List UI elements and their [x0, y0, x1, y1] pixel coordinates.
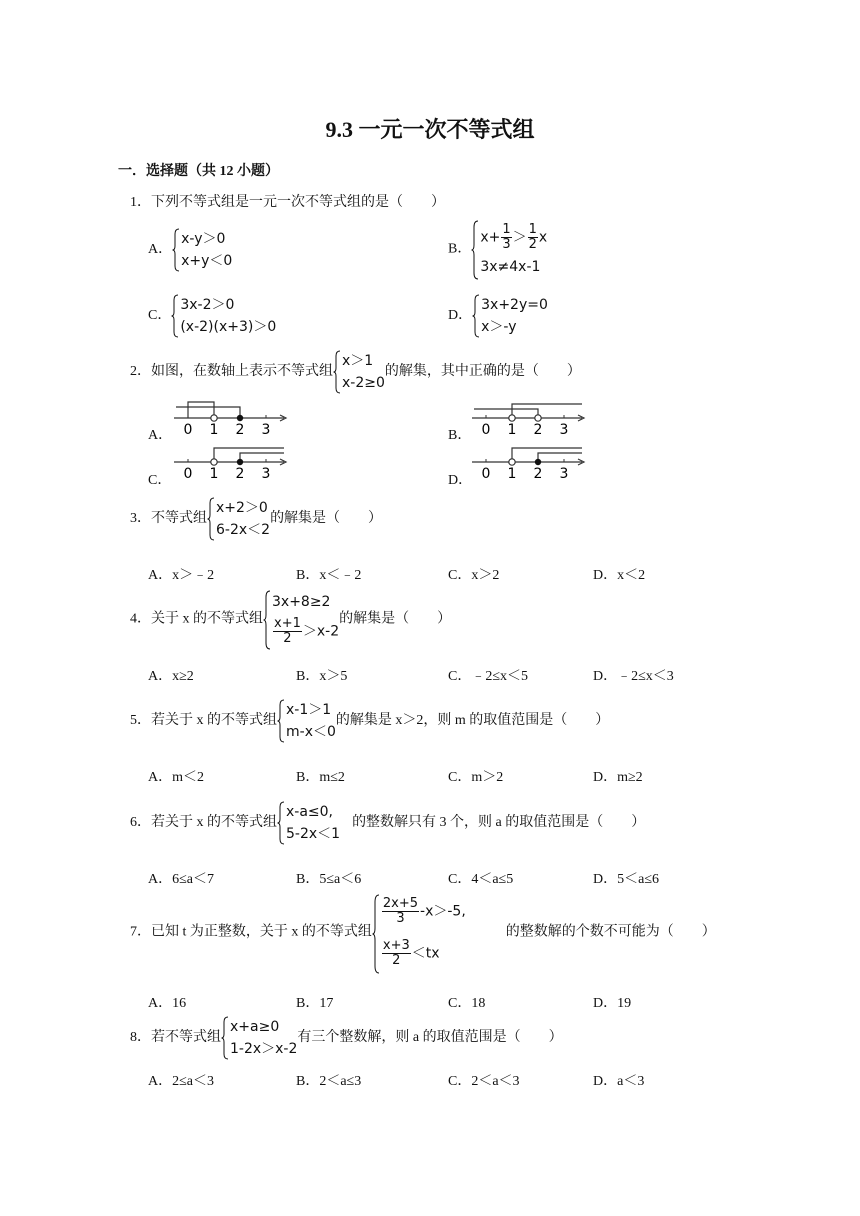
tick-label: 0: [481, 422, 491, 438]
system-line: x+a≥0: [230, 1019, 280, 1035]
tick-label: 2: [533, 466, 543, 482]
q4-option-b[interactable]: B．x＞5: [296, 669, 348, 684]
system-line: x＞-y: [481, 319, 517, 335]
q1-option-b[interactable]: [448, 220, 547, 279]
option-label: C．: [148, 308, 172, 324]
brace-icon: [277, 801, 285, 845]
q6-option-d[interactable]: D．5＜a≤6: [593, 872, 660, 887]
tick-label: 3: [559, 466, 569, 482]
q3-option-a[interactable]: A．x＞﹣2: [148, 568, 215, 583]
tick-label: 2: [235, 466, 245, 482]
inequality-system: [263, 590, 339, 649]
question-text: 的解集是（ ）: [339, 611, 452, 627]
expr-text: -x＞-5,: [420, 903, 466, 920]
fraction: $\frac{1}{3}$: [502, 222, 511, 252]
fraction: $\frac{1}{2}$: [528, 222, 537, 252]
q2-option-c-numberline[interactable]: [172, 442, 290, 482]
q6-option-a[interactable]: A．6≤a＜7: [148, 872, 215, 887]
question-text: 5．若关于 x 的不等式组: [130, 713, 277, 729]
brace-icon: [207, 497, 215, 541]
page-title: 9.3 一元一次不等式组: [325, 117, 535, 142]
q1-option-a[interactable]: [148, 228, 232, 272]
q1-option-c[interactable]: [148, 294, 276, 338]
q6-option-c[interactable]: C．4＜a≤5: [448, 872, 514, 887]
inequality-system: [471, 220, 547, 279]
q2-option-a-label[interactable]: A．: [148, 428, 173, 443]
q6-option-b[interactable]: B．5≤a＜6: [296, 872, 362, 887]
q1-option-d[interactable]: [448, 294, 548, 338]
question-text: 的解集是 x＞2，则 m 的取值范围是（ ）: [335, 713, 610, 729]
system-line: 3x+8≥2: [272, 594, 331, 610]
system-line: 3x+2y=0: [481, 297, 548, 313]
system-line: x+y＜0: [181, 253, 233, 269]
question-text: 3．不等式组: [130, 511, 207, 527]
question-8: [130, 1016, 563, 1060]
inequality-system: [333, 350, 385, 394]
question-text: 的整数解的个数不可能为（ ）: [505, 924, 716, 940]
tick-label: 0: [481, 466, 491, 482]
question-6: [130, 801, 645, 845]
q4-option-c[interactable]: C．﹣2≤x＜5: [448, 669, 529, 684]
question-text: 7．已知 t 为正整数，关于 x 的不等式组: [130, 924, 372, 940]
question-text: 有三个整数解，则 a 的取值范围是（ ）: [297, 1030, 563, 1046]
system-line: x-a≤0,: [286, 804, 334, 820]
system-line: 3x≠4x-1: [480, 259, 541, 275]
brace-icon: [472, 294, 480, 338]
question-5: [130, 699, 609, 743]
q8-option-b[interactable]: B．2＜a≤3: [296, 1074, 362, 1089]
question-text: 4．关于 x 的不等式组: [130, 611, 263, 627]
tick-label: 3: [261, 422, 271, 438]
tick-label: 3: [261, 466, 271, 482]
q5-option-b[interactable]: B．m≤2: [296, 770, 345, 785]
question-text: 6．若关于 x 的不等式组: [130, 815, 277, 831]
brace-icon: [171, 294, 179, 338]
system-line: 5-2x＜1: [286, 826, 341, 842]
question-7: [130, 894, 716, 971]
tick-label: 1: [507, 422, 517, 438]
brace-icon: [333, 350, 341, 394]
expr-text: ＜tx: [411, 945, 440, 962]
q4-option-a[interactable]: A．x≥2: [148, 669, 194, 684]
expr-text: ＞x-2: [302, 623, 340, 640]
fraction: $\frac{2x+5}{3}$: [382, 896, 419, 926]
inequality-system: [472, 294, 548, 338]
inequality-system: [372, 894, 466, 971]
question-text: 的解集是（ ）: [270, 511, 383, 527]
system-line: (x-2)(x+3)＞0: [180, 319, 277, 335]
brace-icon: [172, 228, 180, 272]
question-text: 8．若不等式组: [130, 1030, 221, 1046]
tick-label: 0: [183, 422, 193, 438]
system-line: m-x＜0: [286, 724, 336, 740]
q7-option-d[interactable]: D．19: [593, 996, 632, 1011]
expr-text: x+: [480, 229, 501, 246]
system-line: x-y＞0: [181, 231, 226, 247]
question-4: [130, 590, 451, 649]
system-line: 6-2x＜2: [216, 522, 271, 538]
inequality-system: [277, 801, 340, 845]
option-label: A．: [148, 242, 173, 258]
system-line: 3x-2＞0: [180, 297, 235, 313]
system-line: x＞1: [342, 353, 374, 369]
inequality-system: [171, 294, 276, 338]
question-2: [130, 350, 581, 394]
brace-icon: [277, 699, 285, 743]
fraction: $\frac{x+3}{2}$: [382, 938, 410, 968]
brace-icon: [471, 220, 479, 280]
system-line: x-2≥0: [342, 375, 385, 391]
q3-option-b[interactable]: B．x＜﹣2: [296, 568, 362, 583]
fraction: $\frac{x+1}{2}$: [274, 616, 301, 646]
q5-option-c[interactable]: C．m＞2: [448, 770, 504, 785]
q7-option-a[interactable]: A．16: [148, 996, 187, 1011]
q8-option-c[interactable]: C．2＜a＜3: [448, 1074, 520, 1089]
q2-option-b-numberline[interactable]: [470, 398, 588, 438]
q7-option-c[interactable]: C．18: [448, 996, 486, 1011]
q5-option-d[interactable]: D．m≥2: [593, 770, 643, 785]
brace-icon: [221, 1016, 229, 1060]
system-line: x+2＞0: [216, 500, 268, 516]
tick-label: 2: [235, 422, 245, 438]
inequality-system: [172, 228, 232, 272]
expr-text: x: [538, 229, 548, 246]
brace-icon: [372, 894, 380, 974]
brace-icon: [263, 590, 271, 650]
q2-option-b-label[interactable]: B．: [448, 428, 472, 443]
inequality-system: [221, 1016, 297, 1060]
tick-label: 0: [183, 466, 193, 482]
system-line: x-1＞1: [286, 702, 332, 718]
q3-option-d[interactable]: D．x＜2: [593, 568, 646, 583]
q7-option-b[interactable]: B．17: [296, 996, 334, 1011]
q5-option-a[interactable]: A．m＜2: [148, 770, 204, 785]
system-line: 1-2x＞x-2: [230, 1041, 298, 1057]
question-text: 的整数解只有 3 个，则 a 的取值范围是（ ）: [352, 815, 646, 831]
option-label: B．: [448, 241, 472, 257]
q2-option-c-label[interactable]: C．: [148, 473, 172, 488]
q2-option-a-numberline[interactable]: [172, 398, 290, 438]
question-3: [130, 497, 382, 541]
section-heading: 一．选择题（共 12 小题）: [118, 164, 279, 179]
inequality-system: [207, 497, 270, 541]
question-text: 的解集，其中正确的是（ ）: [384, 364, 581, 380]
q4-option-d[interactable]: D．﹣2≤x＜3: [593, 669, 674, 684]
inequality-system: [277, 699, 336, 743]
q8-option-a[interactable]: A．2≤a＜3: [148, 1074, 215, 1089]
q3-option-c[interactable]: C．x＞2: [448, 568, 500, 583]
question-text: 2．如图，在数轴上表示不等式组: [130, 364, 333, 380]
option-label: D．: [448, 308, 473, 324]
q2-option-d-label[interactable]: D．: [448, 473, 473, 488]
tick-label: 1: [209, 422, 219, 438]
tick-label: 2: [533, 422, 543, 438]
q8-option-d[interactable]: D．a＜3: [593, 1074, 645, 1089]
tick-label: 3: [559, 422, 569, 438]
tick-label: 1: [507, 466, 517, 482]
tick-label: 1: [209, 466, 219, 482]
expr-text: ＞: [512, 229, 527, 246]
question-1-text: 1．下列不等式组是一元一次不等式组的是（ ）: [130, 195, 445, 210]
q2-option-d-numberline[interactable]: [470, 442, 588, 482]
